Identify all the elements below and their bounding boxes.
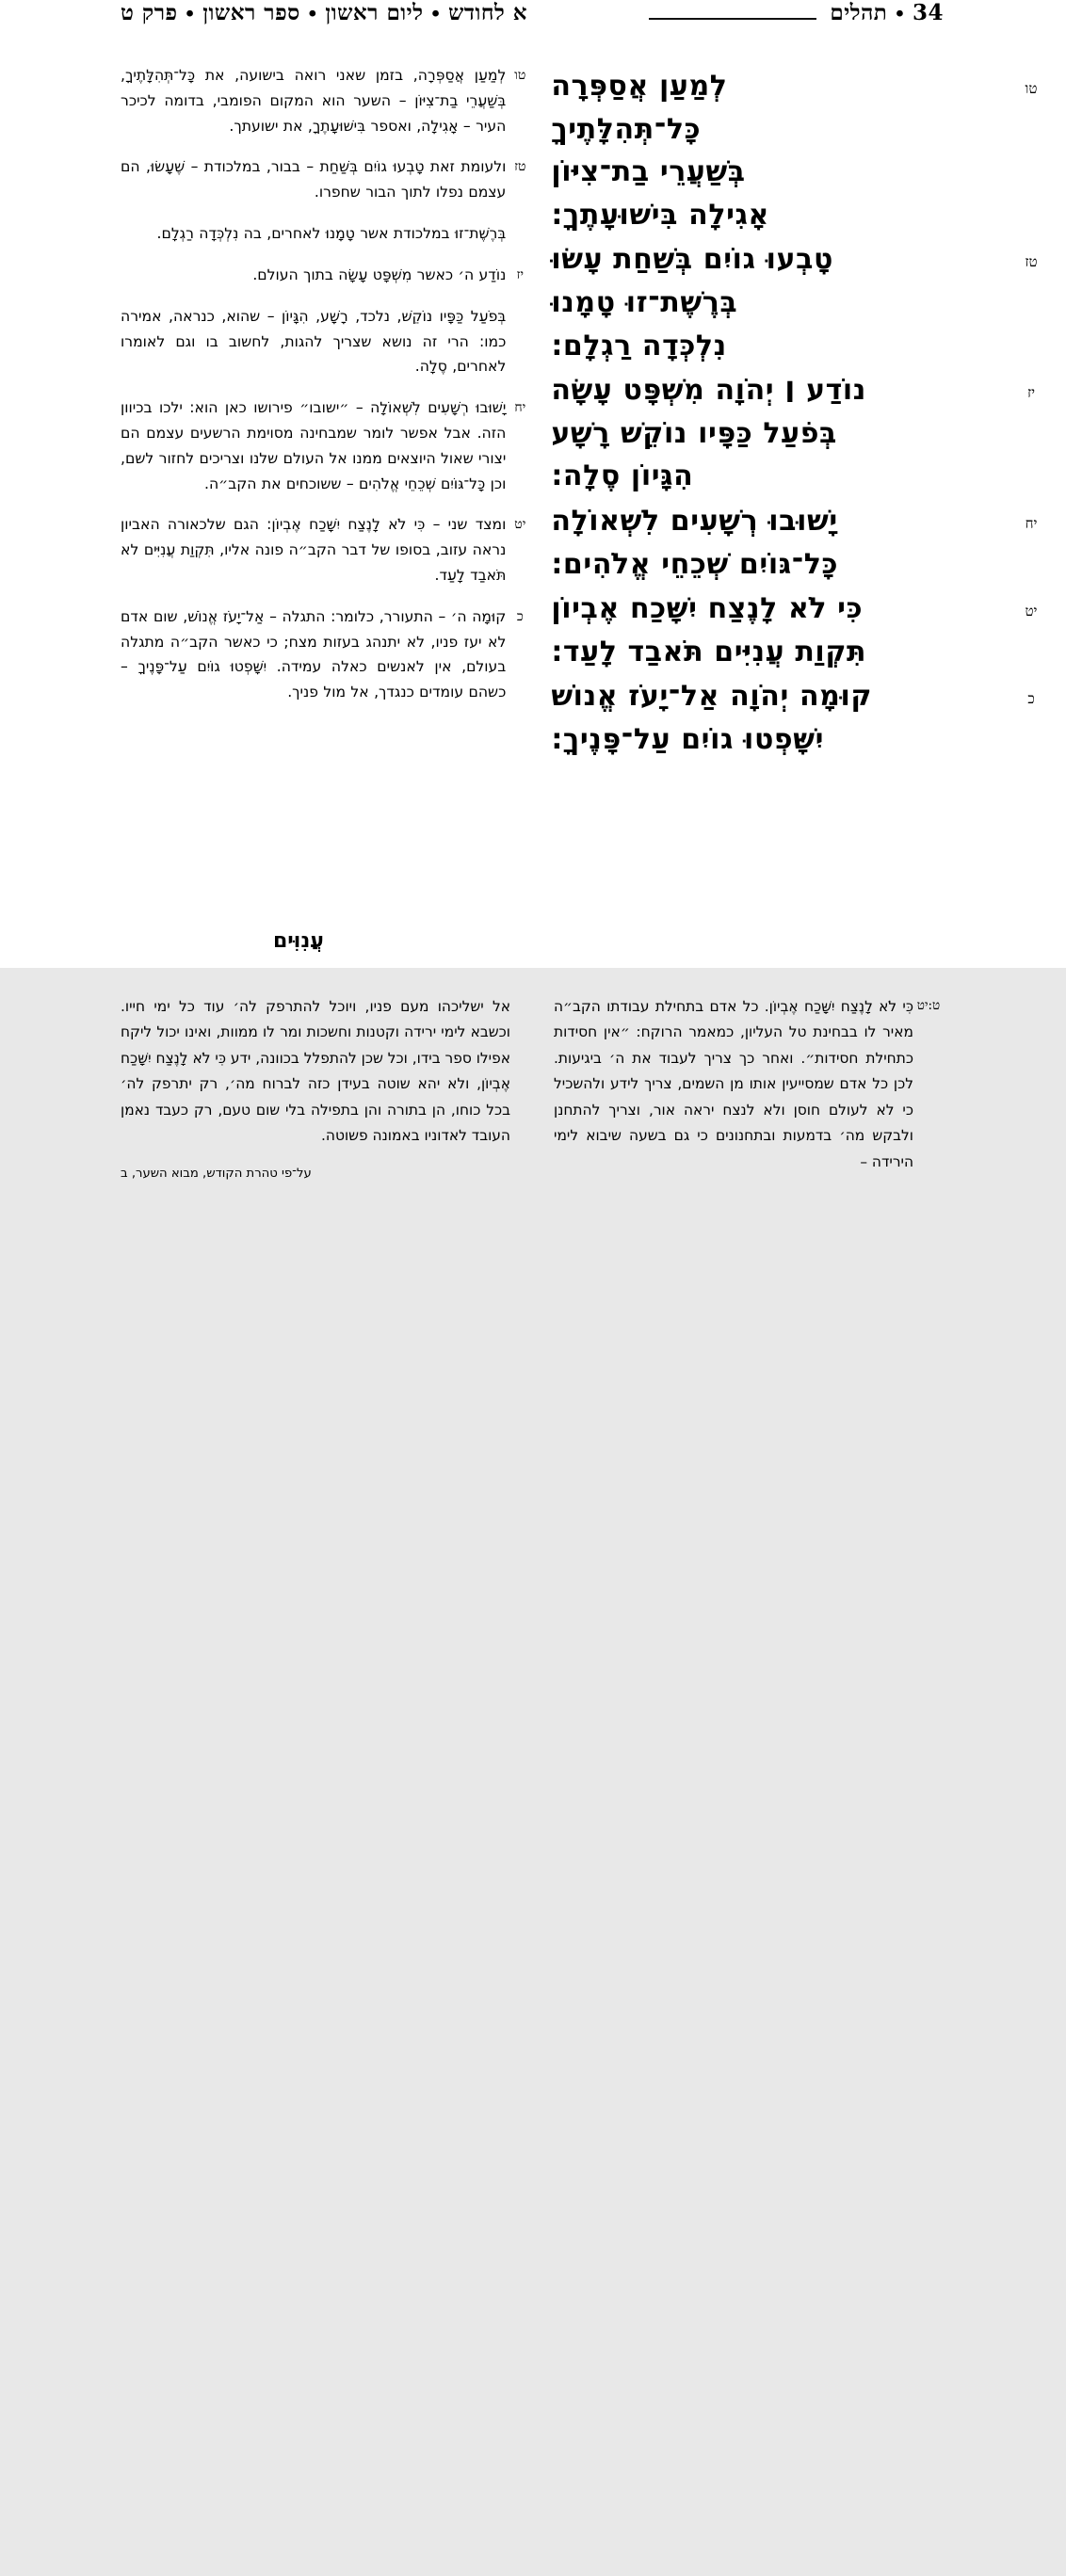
commentary-text: ולעומת זאת טָבְעוּ גוֹיִם בְּשַׁחַת – בבור, במלכודת – שֶׁעָשׂוּ, הם עצמם נפלו לתוך הבור שחפרו. xyxy=(121,158,507,201)
verse-line-row xyxy=(551,65,1047,236)
verse-block xyxy=(551,588,1047,673)
commentary-paragraph xyxy=(121,604,534,705)
separator-dot-1: • xyxy=(894,4,906,24)
verse-line: כִּי לֹא לָנֶצַח יִשָּׁכַח אֶבְיוֹן xyxy=(551,592,864,626)
commentary-text: יָשׁוּבוּ רְשָׁעִים לִשְׁאוֹלָה – ״ישובו״ פירושו כאן הוא: ילכו בכיוון הזה. אבל אפשר לומר שמבחינה מסוימת הרשעים עצמם הם יצורי שאול היוצאים ממנו אל העולם שלנו וצריכים לחזור לשם, וכן כָּל־גּוֹיִם שְׁכֵחֵי אֱלֹהִים – ששוכחים את הקב״ה. xyxy=(121,399,507,492)
verse-marker: יח xyxy=(1025,514,1038,532)
verse-line: הִגָּיוֹן סֶלָה: xyxy=(551,459,694,493)
verse-line: אָגִילָה בִּישׁוּעָתֶךָ: xyxy=(551,198,769,232)
chapter-info-month: א לחודש xyxy=(448,0,528,25)
commentary-text: קוּמָה ה׳ – התעורר, כלומר: התגלה – אַל־יָעֹז אֱנוֹשׁ, שום אדם לא יעז פניו, לא יתנהג בעזות מצח; כי כאשר הקב״ה מתגלה בעולם, אין לאנשים כאלה עמידה. יִשָּׁפְטוּ גוֹיִם עַל־פָּנֶיךָ – כשהם עומדים כנגדך, אל מול פניך. xyxy=(121,607,507,701)
commentary-paragraph xyxy=(121,221,534,247)
verse-marker: כ xyxy=(1027,690,1035,708)
footnote-attribution: על־פי טהרת הקודש, מבוא השער, ב xyxy=(121,1166,312,1181)
verse-line: יָשׁוּבוּ רְשָׁעִים לִשְׁאוֹלָה xyxy=(551,504,838,538)
verse-lines xyxy=(551,238,1015,367)
verse-line-row xyxy=(551,369,1047,498)
verse-line: בְּשַׁעֲרֵי בַת־צִיּוֹן xyxy=(551,155,746,189)
chapter-info-day: ליום ראשון xyxy=(325,0,424,25)
verse-marker: יז xyxy=(1026,384,1036,402)
verse-line: יִשָּׁפְטוּ גוֹיִם עַל־פָּנֶיךָ: xyxy=(551,722,825,756)
commentary-column xyxy=(0,44,543,929)
commentary-paragraph xyxy=(121,395,534,496)
verse-line: בְּרֶשֶׁת־זוּ טָמָנוּ xyxy=(551,285,738,319)
commentary-marker: טו xyxy=(514,68,526,83)
verse-block xyxy=(551,238,1047,367)
commentary-marker: כ xyxy=(516,608,524,624)
verse-line: כָּל־תְּהִלָּתֶיךָ xyxy=(551,112,702,146)
catchword: עֲנִוִּים xyxy=(272,929,324,953)
catchword-area xyxy=(0,929,1066,968)
commentary-paragraph xyxy=(121,512,534,588)
commentary-text: לְמַעַן אֲסַפְּרָה, בזמן שאני רואה בישועה, את כָּל־תְּהִלָּתֶיךָ, בְּשַׁעֲרֵי בַת־צִיּוֹן – השער הוא המקום הפומבי, בדומה לכיכר העיר – אָגִילָה, ואספר בִּישׁוּעָתֶךָ, את ישועתך. xyxy=(121,67,507,135)
verse-line: לְמַעַן אֲסַפְּרָה xyxy=(551,70,728,103)
commentary-marker: יז xyxy=(516,266,525,282)
footnote-row xyxy=(554,994,944,1175)
verse-lines xyxy=(551,500,1015,586)
verse-marker: יט xyxy=(1025,603,1038,620)
chapter-info-book: ספר ראשון xyxy=(202,0,300,25)
commentary-text: נוֹדַע ה׳ כאשר מִשְׁפָּט עָשָׂה בתוך העולם. xyxy=(252,266,507,283)
verse-line: קוּמָה יְהֹוָה אַל־יָעֹז אֱנוֹשׁ xyxy=(551,680,873,714)
verse-block xyxy=(551,500,1047,586)
verse-lines xyxy=(551,588,1015,673)
commentary-paragraph xyxy=(121,154,534,205)
verse-block xyxy=(551,675,1047,761)
verse-line: בְּפֹעַל כַּפָּיו נוֹקֵשׁ רָשָׁע xyxy=(551,416,837,450)
footnote-column-right xyxy=(554,994,944,1181)
running-head-inner xyxy=(121,0,944,25)
footnote-columns xyxy=(121,994,944,1181)
verse-lines xyxy=(551,675,1015,761)
verse-line-row xyxy=(551,588,1047,673)
scripture-column xyxy=(543,44,1066,929)
header-rule xyxy=(649,17,816,20)
commentary-paragraph xyxy=(121,263,534,288)
commentary-paragraph xyxy=(121,63,534,138)
footnote-marker: ט:יט xyxy=(916,998,941,1013)
footnote-text-continued: אל ישליכהו מעם פניו, ויוכל להתרפק לה׳ עוד כל ימי חייו. וכשבא לימי ירידה וקטנות וחשכות ומר לו ממוות, ואינו יכול ליקח אפילו ספר בידו, וכל שכן להתפלל בכוונה, ידע כִּי לֹא לָנֶצַח יִשָּׁכַח אֶבְיוֹן, ולא יהא שוטה בעידן כזה לברוח מה׳, רק יתרפק לה׳ בכל כוחו, הן בתורה והן בתפילה בלי שום טעם, רק כעבד נאמן העובד לאדוניו באמונה פשוטה. xyxy=(121,998,510,1145)
separator-dot-3: • xyxy=(306,4,319,24)
verse-lines xyxy=(551,369,1015,498)
footnote-text: כִּי לֹא לָנֶצַח יִשָּׁכַח אֶבְיוֹן. כל אדם בתחילת עבודתו הקב״ה מאיר לו בבחינת טל העליון, כמאמר הרוקח: ״אין חסידות כתחילת חסידות״. ואחר כך צריך לעבוד את ה׳ ביגיעות. לכן כל אדם שמסייעין אותו מן השמים, צריך לידע ולהשכיל כי לא לעולם חוסן ולא לנצח יראה אור, וצריך להתחנן ולבקש מה׳ בדמעות ובתחנונים כי גם בשעה שיבוא לימי הירידה – xyxy=(554,998,913,1170)
book-title: תהלים xyxy=(830,0,888,25)
commentary-marker: יט xyxy=(514,517,526,533)
commentary-marker: טז xyxy=(514,159,526,175)
body-area xyxy=(0,25,1066,929)
verse-line: טָבְעוּ גוֹיִם בְּשַׁחַת עָשׂוּ xyxy=(551,243,833,277)
separator-dot-2: • xyxy=(429,4,443,24)
verse-block xyxy=(551,65,1047,236)
verse-marker: טו xyxy=(1025,80,1038,97)
verse-marker: טז xyxy=(1025,253,1038,271)
verse-line: כָּל־גּוֹיִם שְׁכֵחֵי אֱלֹהִים: xyxy=(551,547,839,581)
verse-line: נִלְכְּדָה רַגְלָם: xyxy=(551,329,727,362)
chapter-info xyxy=(121,0,634,25)
commentary-marker xyxy=(506,221,534,226)
commentary-marker xyxy=(506,304,534,309)
verse-line-row xyxy=(551,500,1047,586)
verse-lines xyxy=(551,65,1015,236)
separator-dot-4: • xyxy=(184,4,197,24)
commentary-text: בְּפֹעַל כַּפָּיו נוֹקֵשׁ, נלכד, רָשָׁע, הִגָּיוֹן – שהוא, כנראה, אמירה כמו: הרי זה נושא שצריך להגות, לחשוב בו וגם לאומרו לאחרים, סֶלָה. xyxy=(121,307,507,376)
running-head xyxy=(0,0,1066,25)
commentary-text: ומצד שני – כִּי לֹא לָנֶצַח יִשָּׁכַח אֶבְיוֹן: הגם שלכאורה האביון נראה עזוב, בסופו של דבר הקב״ה פונה אליו, תִּקְוַת עֲנִיִּים לא תֹּאבַד לָעַד. xyxy=(121,516,507,584)
verse-block xyxy=(551,369,1047,498)
verse-line: נוֹדַע ׀ יְהֹוָה מִשְׁפָּט עָשָׂה xyxy=(551,374,866,408)
verse-line-row xyxy=(551,238,1047,367)
commentary-paragraph xyxy=(121,304,534,379)
page-number: 34 xyxy=(912,0,944,25)
verse-line-row xyxy=(551,675,1047,761)
commentary-text: בְּרֶשֶׁת־זוּ במלכודת אשר טָמָנוּ לאחרים, בה נִלְכְּדָה רַגְלָם. xyxy=(156,225,507,243)
verse-line: תִּקְוַת עֲנִיִּים תֹּאבַד לָעַד: xyxy=(551,635,867,668)
footnote-column-left xyxy=(121,994,510,1181)
chapter-info-chapter: פרק ט xyxy=(121,0,178,25)
commentary-marker: יח xyxy=(514,400,526,416)
footnote-band xyxy=(0,968,1066,2576)
